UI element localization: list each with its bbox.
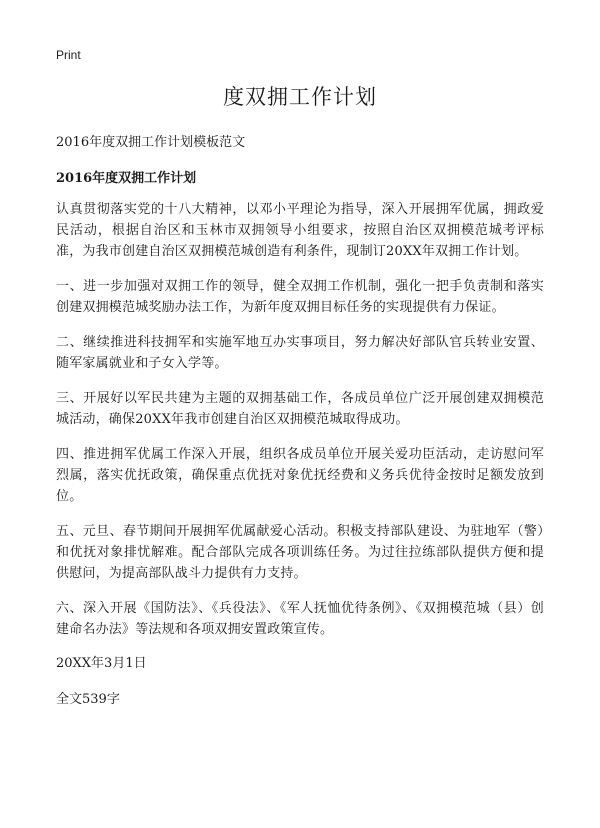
section-heading: 2016年度双拥工作计划 — [56, 171, 197, 186]
document-subtitle: 2016年度双拥工作计划模板范文 — [56, 135, 246, 150]
paragraph-item-5: 五、元旦、春节期间开展拥军优属献爱心活动。积极支持部队建设、为驻地军（警）和优抚对象排忧解难。配合部队完成各项训练任务。为过往拉练部队提供方便和提供慰问，为提高部队战斗力提供有力支持。 — [56, 524, 544, 581]
paragraph-item-2: 二、继续推进科技拥军和实施军地互办实事项目，努力解决好部队官兵转业安置、随军家属就业和子女入学等。 — [56, 335, 544, 371]
paragraph-item-1: 一、进一步加强对双拥工作的领导，健全双拥工作机制，强化一把手负责制和落实创建双拥模范城奖励办法工作，为新年度双拥目标任务的实现提供有力保证。 — [56, 279, 544, 315]
intro-paragraph: 认真贯彻落实党的十八大精神，以邓小平理论为指导，深入开展拥军优属，拥政爱民活动，根据自治区和玉林市双拥领导小组要求，按照自治区双拥模范城考评标准，为我市创建自治区双拥模范城创造有利条件，现制订20XX年双拥工作计划。 — [56, 202, 544, 259]
document-title: 度双拥工作计划 — [223, 85, 377, 109]
print-link[interactable]: Print — [56, 48, 81, 62]
word-count: 全文539字 — [56, 692, 120, 707]
paragraph-item-6: 六、深入开展《国防法》、《兵役法》、《军人抚恤优待条例》、《双拥模范城（县）创建命名办法》等法规和各项双拥安置政策宣传。 — [56, 601, 544, 637]
paragraph-item-4: 四、推进拥军优属工作深入开展，组织各成员单位开展关爱功臣活动，走访慰问军烈属，落实优抚政策，确保重点优抚对象优抚经费和义务兵优待金按时足额发放到位。 — [56, 447, 544, 504]
document-date: 20XX年3月1日 — [56, 656, 147, 671]
paragraph-item-3: 三、开展好以军民共建为主题的双拥基础工作，各成员单位广泛开展创建双拥模范城活动，确保20XX年我市创建自治区双拥模范城取得成功。 — [56, 391, 544, 427]
